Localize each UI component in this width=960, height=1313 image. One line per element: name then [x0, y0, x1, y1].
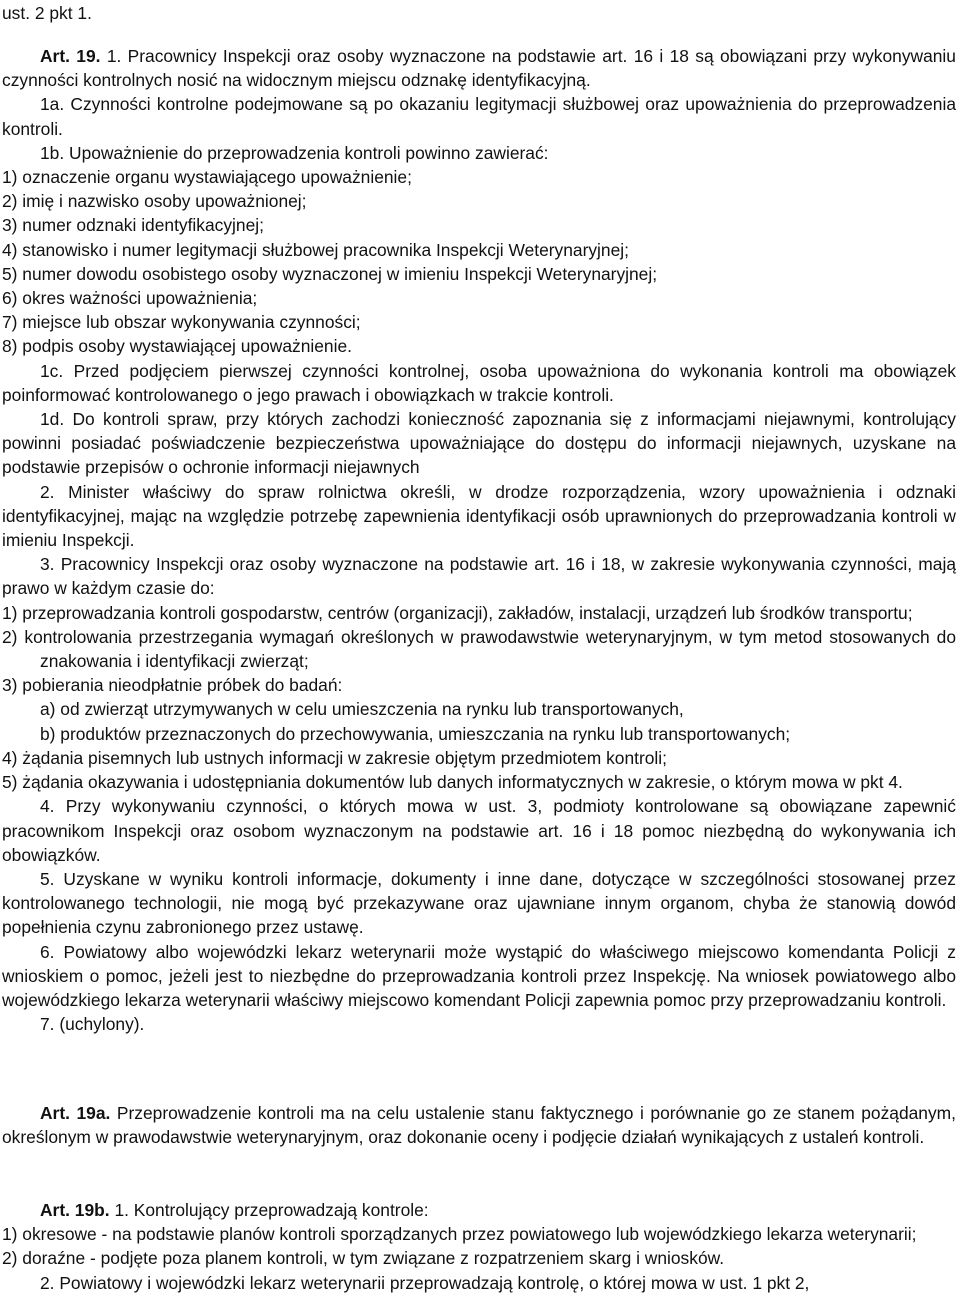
art19-3-item-3a: a) od zwierząt utrzymywanych w celu umieszczenia na rynku lub transportowanych, — [40, 699, 684, 720]
art19-1b-item-2: 2) imię i nazwisko osoby upoważnionej; — [2, 191, 307, 212]
art19a-para — [2, 1101, 956, 1149]
article-19 — [2, 44, 956, 1036]
art19-heading: Art. 19. — [40, 46, 101, 66]
art19-para-4: 4. Przy wykonywaniu czynności, o których mowa w ust. 3, podmioty kontrolowane są obowiązane zapewnić pracownikom Inspekcji oraz osobom wyznaczonym na podstawie art. 16 i 18 pomoc niezbędną do wykonywania ich obowiązków. — [2, 796, 956, 865]
art19-1b-item-5: 5) numer dowodu osobistego osoby wyznaczonej w imieniu Inspekcji Weterynaryjnej; — [2, 263, 658, 284]
art19-1b-item-8: 8) podpis osoby wystawiającej upoważnienie. — [2, 336, 352, 357]
previous-page-tail: ust. 2 pkt 1. — [2, 3, 92, 23]
art19a-heading: Art. 19a. — [40, 1103, 111, 1123]
art19b-para-1-text: 1. Kontrolujący przeprowadzają kontrole: — [114, 1200, 429, 1220]
art19-para-3: 3. Pracownicy Inspekcji oraz osoby wyznaczone na podstawie art. 16 i 18, w zakresie wykonywania czynności, mają prawo w każdym czasie do: — [2, 554, 956, 599]
article-19a — [2, 1101, 956, 1149]
art19-3-item-5: 5) żądania okazywania i udostępniania dokumentów lub danych informatycznych w zakresie, o którym mowa w pkt 4. — [2, 772, 903, 793]
art19b-heading: Art. 19b. — [40, 1200, 110, 1220]
art19-1b-item-4: 4) stanowisko i numer legitymacji służbowej pracownika Inspekcji Weterynaryjnej; — [2, 239, 629, 260]
art19-para-1 — [2, 44, 956, 92]
art19-para-1b: 1b. Upoważnienie do przeprowadzenia kontroli powinno zawierać: — [40, 142, 549, 163]
art19-para-1c: 1c. Przed podjęciem pierwszej czynności kontrolnej, osoba upoważniona do wykonania kontroli ma obowiązek poinformować kontrolowanego o jego prawach i obowiązkach w trakcie kontroli. — [2, 360, 956, 405]
art19-3-item-3b: b) produktów przeznaczonych do przechowywania, umieszczania na rynku lub transportowanych; — [40, 723, 791, 744]
art19-1b-item-3: 3) numer odznaki identyfikacyjnej; — [2, 215, 264, 236]
art19b-1-item-1: 1) okresowe - na podstawie planów kontroli sporządzanych przez powiatowego lub wojewódzkiego lekarza weterynarii; — [2, 1224, 917, 1245]
art19-1b-item-6: 6) okres ważności upoważnienia; — [2, 288, 258, 309]
art19-3-item-3: 3) pobierania nieodpłatnie próbek do badań: — [2, 675, 343, 696]
art19-para-6: 6. Powiatowy albo wojewódzki lekarz weterynarii może wystąpić do właściwego miejscowo komendanta Policji z wnioskiem o pomoc, jeżeli jest to niezbędne do przeprowadzania kontroli przez Inspekcję. Na wniosek powiatowego albo wojewódzkiego lekarza weterynarii właściwy miejscowo komendant Policji zapewnia pomoc przy przeprowadzaniu kontroli. — [2, 941, 956, 1010]
art19b-para-2: 2. Powiatowy i wojewódzki lekarz weterynarii przeprowadzają kontrolę, o której mowa w ust. 1 pkt 2, — [40, 1272, 810, 1293]
art19a-text: Przeprowadzenie kontroli ma na celu ustalenie stanu faktycznego i porównanie go ze stanem pożądanym, określonym w prawodawstwie weterynaryjnym, oraz dokonanie oceny i podjęcie działań wynikających z ustaleń kontroli. — [2, 1103, 956, 1148]
art19b-1-item-2: 2) doraźne - podjęte poza planem kontroli, w tym związane z rozpatrzeniem skarg i wniosków. — [2, 1248, 725, 1269]
art19-1b-item-7: 7) miejsce lub obszar wykonywania czynności; — [2, 312, 361, 333]
art19-para-7: 7. (uchylony). — [40, 1014, 145, 1035]
art19-para-1a: 1a. Czynności kontrolne podejmowane są po okazaniu legitymacji służbowej oraz upoważnienia do przeprowadzenia kontroli. — [2, 94, 956, 139]
art19-para-2: 2. Minister właściwy do spraw rolnictwa określi, w drodze rozporządzenia, wzory upoważnienia i odznaki identyfikacyjnej, mając na względzie potrzebę zapewnienia identyfikacji osób uprawnionych do przeprowadzania kontroli w imieniu Inspekcji. — [2, 481, 956, 551]
art19-para-1-text: 1. Pracownicy Inspekcji oraz osoby wyznaczone na podstawie art. 16 i 18 są obowiązani przy wykonywaniu czynności kontrolnych nosić na widocznym miejscu odznakę identyfikacyjną. — [2, 46, 956, 91]
article-19b — [2, 1198, 956, 1295]
art19-para-1d: 1d. Do kontroli spraw, przy których zachodzi konieczność zapoznania się z informacjami niejawnymi, kontrolujący powinni posiadać poświadczenie bezpieczeństwa upoważniające do dostępu do informacji niejawnych, uzyskane na podstawie przepisów o ochronie informacji niejawnych — [2, 409, 956, 478]
art19-3-item-2: 2) kontrolowania przestrzegania wymagań określonych w prawodawstwie weterynaryjnym, w tym metod stosowanych do znakowania i identyfikacji zwierząt; — [2, 626, 956, 672]
art19-para-5: 5. Uzyskane w wyniku kontroli informacje, dokumenty i inne dane, dotyczące w szczególności stosowanej przez kontrolowanego technologii, nie mogą być przekazywane oraz ujawniane innym organom, chyba że stanowią dowód popełnienia czynu zabronionego przez ustawę. — [2, 868, 956, 938]
art19-3-item-4: 4) żądania pisemnych lub ustnych informacji w zakresie objętym przedmiotem kontroli; — [2, 747, 667, 768]
art19-3-item-1: 1) przeprowadzania kontroli gospodarstw, centrów (organizacji), zakładów, instalacji, urządzeń lub środków transportu; — [2, 602, 913, 623]
art19-1b-item-1: 1) oznaczenie organu wystawiającego upoważnienie; — [2, 167, 412, 188]
art19b-para-1 — [2, 1198, 956, 1222]
